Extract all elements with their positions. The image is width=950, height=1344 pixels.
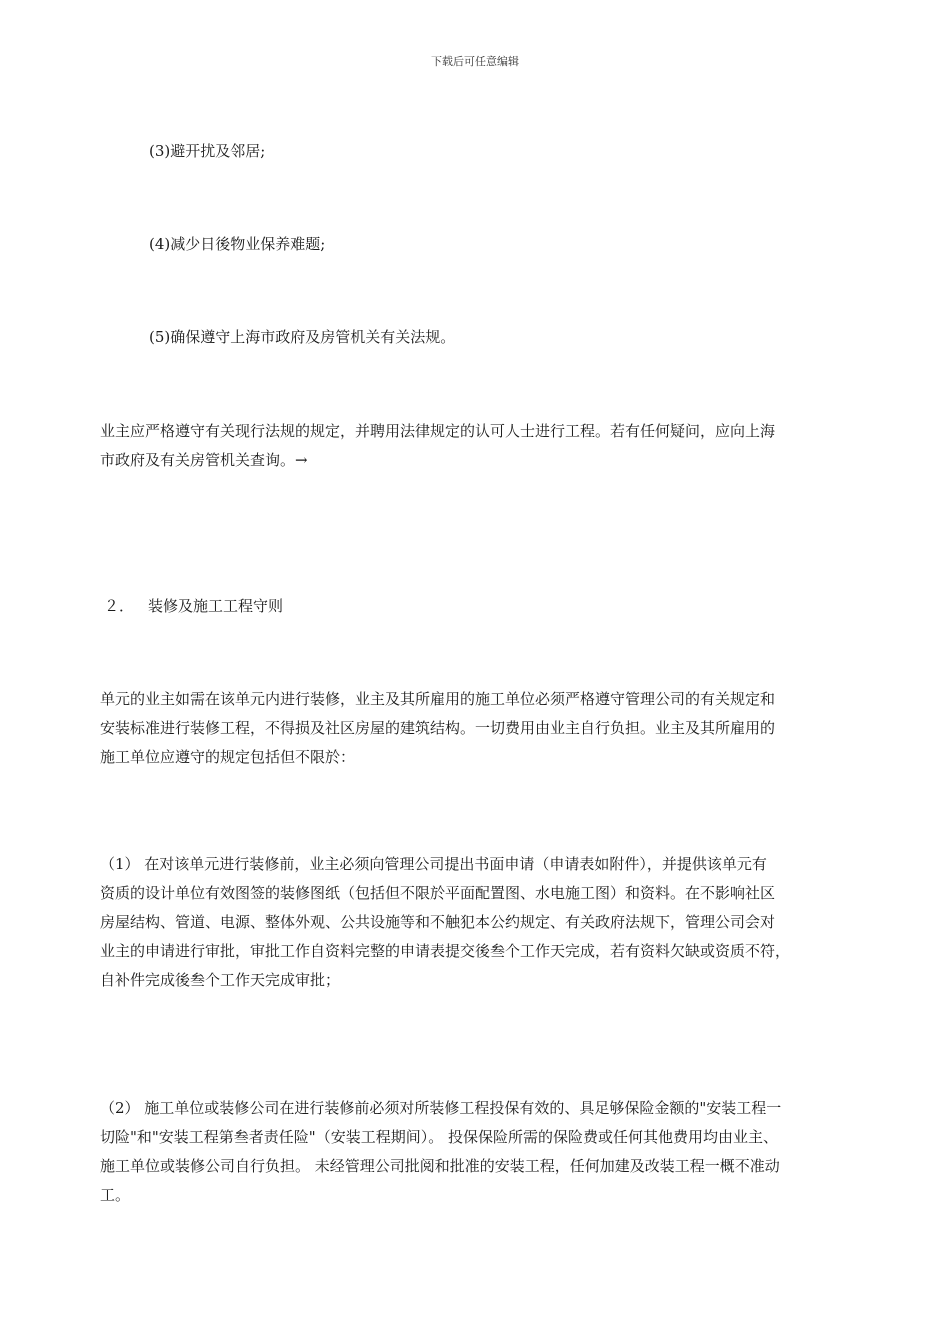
list-item-4: (4)减少日後物业保养难题; bbox=[149, 235, 326, 253]
paragraph-line: 施工单位应遵守的规定包括但不限於： bbox=[100, 748, 356, 766]
section-number: ２． bbox=[104, 597, 135, 615]
paragraph-line: 自补件完成後叁个工作天完成审批； bbox=[100, 971, 341, 989]
paragraph-line: 工。 bbox=[100, 1186, 131, 1204]
paragraph-line: 业主应严格遵守有关现行法规的规定，并聘用法律规定的认可人士进行工程。若有任何疑问，应向上海 bbox=[100, 422, 776, 440]
paragraph-line: （2） 施工单位或装修公司在进行装修前必须对所装修工程投保有效的、具足够保险金额的"安装工程一 bbox=[100, 1099, 782, 1117]
clause-1-paragraph bbox=[100, 850, 870, 995]
intro-paragraph bbox=[100, 685, 870, 772]
list-item-5: (5)确保遵守上海市政府及房管机关有关法规。 bbox=[149, 328, 456, 346]
owner-compliance-paragraph bbox=[100, 417, 870, 475]
section-title: 装修及施工工程守则 bbox=[148, 597, 284, 615]
paragraph-line: （1） 在对该单元进行装修前，业主必须向管理公司提出书面申请（申请表如附件），并提供该单元有 bbox=[100, 855, 767, 873]
page-header-note: 下载后可任意编辑 bbox=[431, 55, 519, 68]
paragraph-line: 切险"和"安装工程第叁者责任险"（安装工程期间）。 投保保险所需的保险费或任何其他费用均由业主、 bbox=[100, 1128, 778, 1146]
paragraph-line: 房屋结构、管道、电源、整体外观、公共设施等和不触犯本公约规定、有关政府法规下，管理公司会对 bbox=[100, 913, 776, 931]
paragraph-line: 施工单位或装修公司自行负担。 未经管理公司批阅和批准的安装工程，任何加建及改装工程一概不准动 bbox=[100, 1157, 780, 1175]
paragraph-line: 市政府及有关房管机关查询。→ bbox=[100, 451, 308, 469]
paragraph-line: 单元的业主如需在该单元内进行装修，业主及其所雇用的施工单位必须严格遵守管理公司的有关规定和 bbox=[100, 690, 776, 708]
clause-2-paragraph bbox=[100, 1094, 870, 1210]
section-heading bbox=[104, 594, 283, 618]
paragraph-line: 业主的申请进行审批，审批工作自资料完整的申请表提交後叁个工作天完成，若有资料欠缺或资质不符， bbox=[100, 942, 791, 960]
paragraph-line: 安装标准进行装修工程，不得损及社区房屋的建筑结构。一切费用由业主自行负担。业主及其所雇用的 bbox=[100, 719, 776, 737]
list-item-3: (3)避开扰及邻居; bbox=[149, 142, 266, 160]
paragraph-line: 资质的设计单位有效图签的装修图纸（包括但不限於平面配置图、水电施工图）和资料。在不影响社区 bbox=[100, 884, 776, 902]
